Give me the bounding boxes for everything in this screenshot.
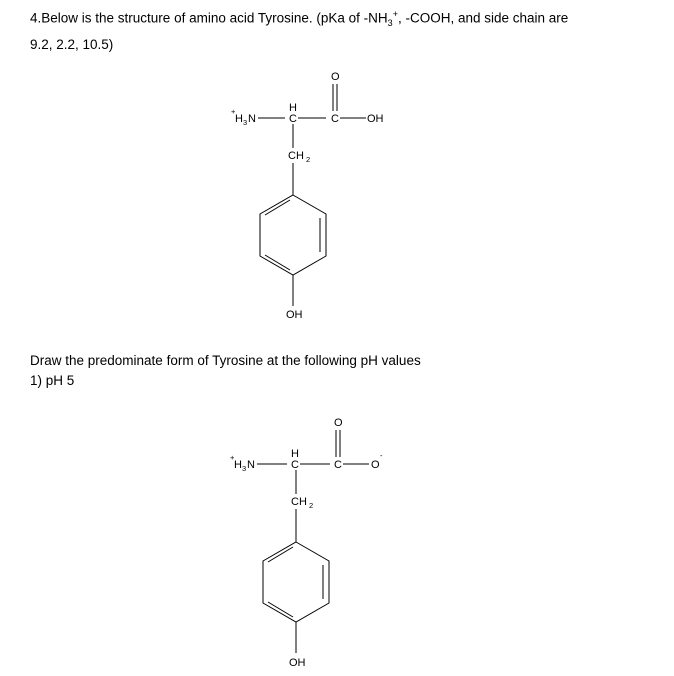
ring-oh: OH (289, 657, 306, 669)
benzene-ring (263, 542, 329, 622)
question-line2: 9.2, 2.2, 10.5) (30, 37, 114, 53)
ring-double-bond-2 (265, 200, 290, 215)
nh3-superscript: + (392, 9, 398, 19)
alpha-h: H (291, 448, 299, 460)
benzene-ring (260, 195, 326, 275)
ring-double-bond-3 (268, 602, 293, 617)
nh3-subscript: 3 (387, 18, 393, 29)
question-prefix: 4.Below is the structure of amino acid Tyrosine. (pKa of -NH (30, 10, 388, 26)
amine-h: H (235, 113, 243, 125)
carbonyl-o: O (334, 417, 343, 429)
carbonyl-c: C (334, 459, 342, 471)
ch2-subscript: 2 (309, 501, 314, 510)
tyrosine-ph5-structure (0, 400, 674, 676)
amine-h: H (234, 459, 242, 471)
carboxyl-oh: OH (367, 113, 384, 125)
ring-oh: OH (286, 309, 303, 321)
alpha-h: H (289, 102, 297, 114)
ch2-subscript: 2 (306, 155, 311, 164)
amine-n: N (247, 459, 255, 471)
amine-plus: + (230, 453, 235, 462)
carbonyl-c: C (331, 113, 339, 125)
alpha-c: C (291, 459, 299, 471)
instruction-line1: Draw the predominate form of Tyrosine at the following pH values (30, 353, 421, 368)
question-rest: , -COOH, and side chain are (397, 10, 569, 26)
alpha-c: C (289, 113, 297, 125)
ch2-label: CH (291, 496, 307, 508)
instruction-line2: 1) pH 5 (30, 373, 75, 388)
instructions (30, 351, 650, 391)
amine-n: N (248, 113, 256, 125)
ring-double-bond-2 (268, 547, 293, 562)
ch2-label: CH (288, 150, 304, 162)
amine-subscript: 3 (242, 464, 247, 473)
carbonyl-o: O (331, 71, 340, 83)
carboxylate-charge: - (380, 451, 383, 460)
carboxylate-o: O (371, 459, 380, 471)
amine-plus: + (231, 107, 236, 116)
amine-subscript: 3 (243, 118, 248, 127)
ring-double-bond-3 (265, 255, 290, 270)
